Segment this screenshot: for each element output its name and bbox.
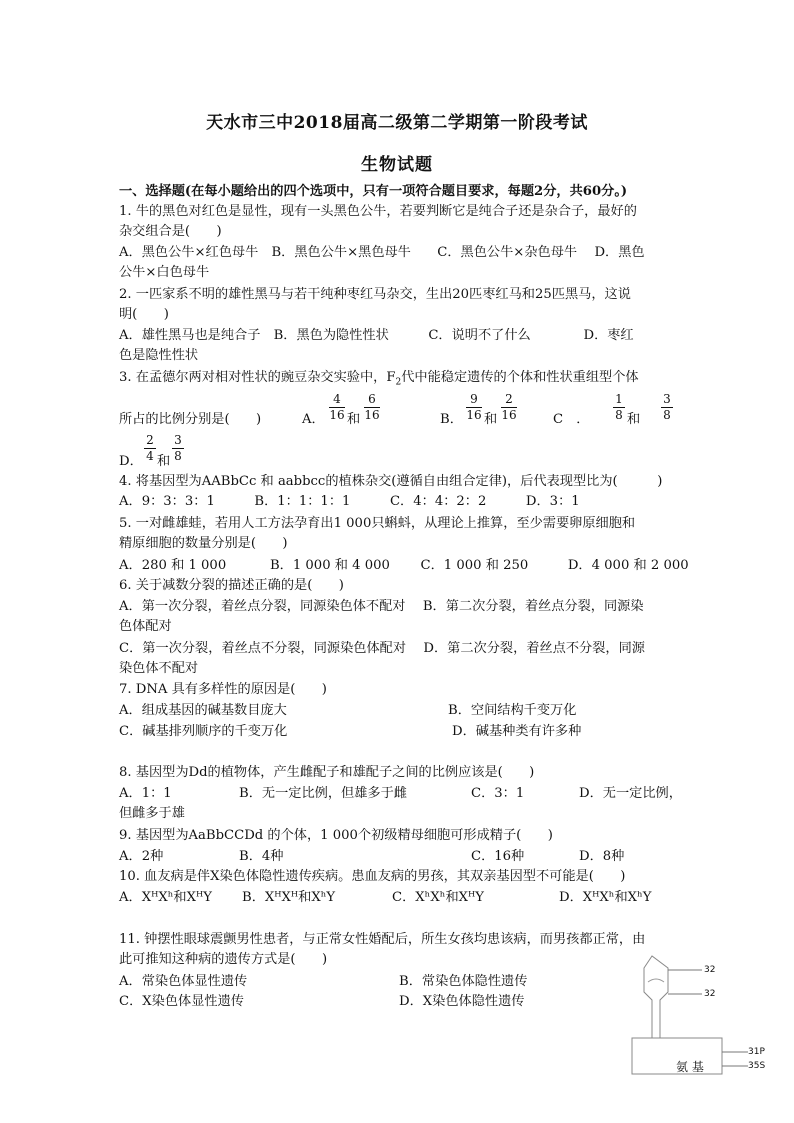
- q10-option-a: A．XᴴXʰ和XᴴY: [119, 890, 212, 905]
- q1-options: A．黑色公牛×红色母牛 B．黑色公牛×黑色母牛 C．黑色公牛×杂色母牛 D．黑色: [119, 245, 645, 260]
- q9-option-a: A．2种: [119, 849, 164, 864]
- q2-line2: 明( ): [119, 307, 169, 322]
- q11-option-d: D．X染色体隐性遗传: [399, 994, 525, 1009]
- q7-line1: 7. DNA 具有多样性的原因是( ): [119, 682, 327, 697]
- q2-options-cont: 色是隐性性状: [119, 348, 199, 363]
- q5-options: A．280 和 1 000 B．1 000 和 4 000 C．1 000 和 250 D．4 000 和 2 000: [119, 558, 689, 573]
- q3-and: 和: [484, 412, 498, 427]
- q3-fraction: $\frac{3}{8}$: [661, 392, 673, 423]
- q3-fraction: $\frac{6}{16}$: [364, 392, 380, 422]
- q10-option-b: B．XᴴXᴴ和XʰY: [242, 890, 336, 905]
- q3-option-d-label: D．: [119, 454, 143, 469]
- q3-fraction: $\frac{9}{16}$: [466, 392, 482, 422]
- q11-option-b: B．常染色体隐性遗传: [399, 974, 528, 989]
- q5-line1: 5. 一对雌雄蛙，若用人工方法孕育出1 000只蝌蚪，从理论上推算，至少需要卵原细胞和: [119, 516, 636, 531]
- q3-option-c-label: C ．: [553, 412, 590, 427]
- q10-option-c: C．XʰXʰ和XᴴY: [392, 890, 484, 905]
- q6-options-ab-cont: 色体配对: [119, 619, 172, 634]
- q6-options-ab: A．第一次分裂，着丝点分裂，同源染色体不配对 B．第二次分裂，着丝点分裂，同源染: [119, 599, 644, 614]
- q3-and: 和: [347, 412, 361, 427]
- q2-options: A．雄性黑马也是纯合子 B．黑色为隐性性状 C．说明不了什么 D．枣红: [119, 328, 634, 343]
- q7-option-c: C．碱基排列顺序的千变万化: [119, 724, 288, 739]
- q3-line1: 3. 在孟德尔两对相对性状的豌豆杂交实验中，$F_2$代中能稳定遗传的个体和性状重组型个体: [119, 370, 639, 388]
- q1-line1: 1. 牛的黑色对红色是显性，现有一头黑色公牛，若要判断它是纯合子还是杂合子，最好的: [119, 204, 637, 219]
- q3-line2: 所占的比例分别是( ): [119, 412, 262, 427]
- diagram-label: 35S: [748, 1061, 766, 1071]
- q4-options: A．9：3：3：1 B．1：1：1：1 C．4：4：2：2 D．3：1: [119, 494, 580, 509]
- q9-option-c: C．16种: [471, 849, 525, 864]
- q3-and: 和: [627, 412, 641, 427]
- exam-subtitle: 生物试题: [361, 155, 433, 175]
- q3-option-a-label: A．: [302, 412, 325, 427]
- q8-option-a: A．1：1: [119, 786, 172, 801]
- q3-fraction: $\frac{3}{8}$: [172, 433, 184, 464]
- q11-line2: 此可推知这种病的遗传方式是( ): [119, 952, 328, 967]
- q8-line1: 8. 基因型为Dd的植物体，产生雌配子和雄配子之间的比例应该是( ): [119, 765, 535, 780]
- q2-line1: 2. 一匹家系不明的雄性黑马与若干纯种枣红马杂交，生出20匹枣红马和25匹黑马，这说: [119, 287, 631, 302]
- q9-line1: 9. 基因型为AaBbCCDd 的个体，1 000个初级精母细胞可形成精子( ): [119, 828, 553, 843]
- q6-options-cd-cont: 染色体不配对: [119, 661, 199, 676]
- q9-option-d: D．8种: [579, 849, 625, 864]
- q3-fraction: $\frac{1}{8}$: [613, 392, 625, 423]
- q10-line1: 10. 血友病是伴X染色体隐性遗传疾病。患血友病的男孩，其双亲基因型不可能是( ): [119, 869, 626, 884]
- q3-fraction: $\frac{2}{16}$: [501, 392, 517, 422]
- q8-option-c: C．3：1: [471, 786, 525, 801]
- section-heading: 一、选择题(在每小题给出的四个选项中，只有一项符合题目要求，每题2分，共60分。): [119, 184, 628, 199]
- q3-and: 和: [157, 454, 171, 469]
- q3-fraction: $\frac{2}{4}$: [144, 433, 156, 464]
- q6-options-cd: C．第一次分裂，着丝点不分裂，同源染色体配对 D．第二次分裂，着丝点不分裂，同源: [119, 641, 645, 656]
- q4-line1: 4. 将基因型为AABbCc 和 aabbcc的植株杂交(遵循自由组合定律)，后代表现型比为( ): [119, 474, 663, 489]
- q1-options-cont: 公牛×白色母牛: [119, 265, 210, 280]
- q3-option-b-label: B．: [440, 412, 463, 427]
- q10-option-d: D．XᴴXʰ和XʰY: [559, 890, 652, 905]
- diagram-base-text: 氨 基: [676, 1060, 704, 1074]
- q7-option-a: A．组成基因的碱基数目庞大: [119, 703, 287, 718]
- q8-option-b: B．无一定比例，但雄多于雌: [239, 786, 407, 801]
- q11-option-a: A．常染色体显性遗传: [119, 974, 248, 989]
- q7-option-d: D．碱基种类有许多种: [452, 724, 582, 739]
- q11-option-c: C．X染色体显性遗传: [119, 994, 244, 1009]
- q5-line2: 精原细胞的数量分别是( ): [119, 536, 288, 551]
- q7-option-b: B．空间结构千变万化: [448, 703, 577, 718]
- q6-line1: 6. 关于减数分裂的描述正确的是( ): [119, 578, 344, 593]
- q8-option-d-cont: 但雌多于雄: [119, 806, 185, 821]
- diagram-label: 32: [704, 965, 716, 975]
- diagram-label: 31P: [748, 1047, 765, 1057]
- diagram-label: 32: [704, 989, 716, 999]
- q11-line1: 11. 钟摆性眼球震颤男性患者，与正常女性婚配后，所生女孩均患该病，而男孩都正常，由: [119, 932, 646, 947]
- q8-option-d: D．无一定比例，: [579, 786, 682, 801]
- q3-fraction: $\frac{4}{16}$: [329, 392, 345, 422]
- q1-line2: 杂交组合是( ): [119, 224, 222, 239]
- q9-option-b: B．4种: [239, 849, 284, 864]
- phage-diagram: [630, 952, 770, 1082]
- exam-title: 天水市三中2018届高二级第二学期第一阶段考试: [206, 113, 588, 133]
